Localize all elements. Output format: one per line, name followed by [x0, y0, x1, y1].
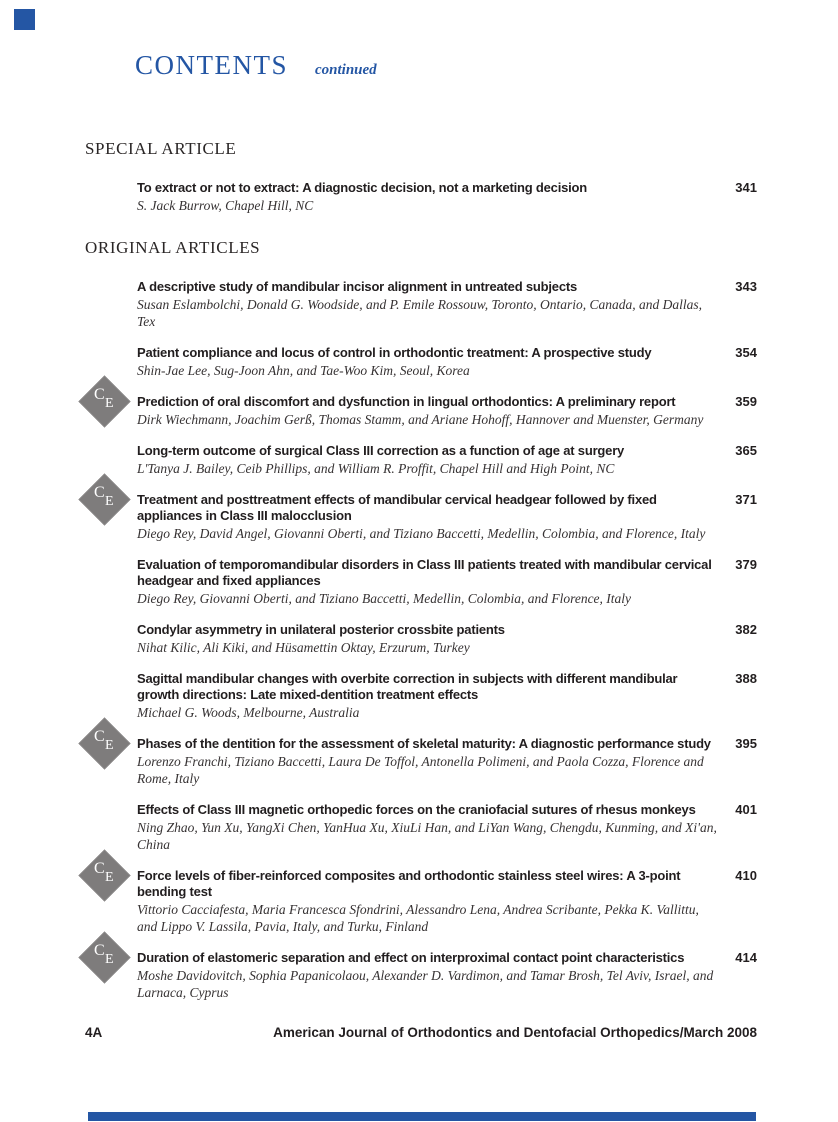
article-page-number: 343: [735, 279, 757, 294]
article-title-link[interactable]: Duration of elastomeric separation and effect on interproximal contact point characteristics: [137, 950, 685, 965]
article-authors: Michael G. Woods, Melbourne, Australia: [137, 705, 360, 720]
article-authors: Diego Rey, David Angel, Giovanni Oberti, and Tiziano Baccetti, Medellin, Colombia, and Florence, Italy: [137, 526, 706, 541]
article-page-number: 354: [735, 345, 757, 360]
page-subtitle: continued: [315, 62, 377, 78]
article-page-number: 365: [735, 443, 757, 458]
article-title-link[interactable]: Long-term outcome of surgical Class III correction as a function of age at surgery: [137, 443, 625, 458]
toc-entry: [94, 942, 757, 1001]
toc-entry: [137, 802, 757, 853]
article-authors: Ning Zhao, Yun Xu, YangXi Chen, YanHua Xu, XiuLi Han, and LiYan Wang, Chengdu, Kunming, and Xi'an, China: [137, 820, 717, 852]
toc-entry: [137, 443, 757, 477]
article-title-link[interactable]: Effects of Class III magnetic orthopedic forces on the craniofacial sutures of rhesus monkeys: [137, 802, 696, 817]
section-heading: ORIGINAL ARTICLES: [85, 238, 261, 257]
toc-entry: [137, 557, 757, 607]
footer-journal-line: American Journal of Orthodontics and Dentofacial Orthopedics/March 2008: [273, 1025, 757, 1040]
article-title-link[interactable]: Force levels of fiber-reinforced composites and orthodontic stainless steel wires: A 3-point bending test: [137, 868, 681, 899]
entry-main: [137, 868, 719, 935]
article-page-number: 414: [735, 950, 757, 965]
toc-sections: [0, 139, 838, 1001]
entry-main: [137, 802, 719, 853]
ce-credit-icon: C E: [78, 375, 130, 427]
entry-main: [137, 557, 719, 607]
entry-main: [137, 492, 719, 542]
article-title-link[interactable]: Phases of the dentition for the assessment of skeletal maturity: A diagnostic performance study: [137, 736, 711, 751]
entry-main: [137, 180, 719, 214]
toc-entry: [137, 279, 757, 330]
article-title-link[interactable]: Prediction of oral discomfort and dysfunction in lingual orthodontics: A preliminary report: [137, 394, 676, 409]
article-authors: Shin-Jae Lee, Sug-Joon Ahn, and Tae-Woo Kim, Seoul, Korea: [137, 363, 470, 378]
section-entries: [0, 279, 838, 1001]
article-title-link[interactable]: To extract or not to extract: A diagnostic decision, not a marketing decision: [137, 180, 588, 195]
ce-credit-icon: C E: [78, 931, 130, 983]
article-page-number: 401: [735, 802, 757, 817]
article-page-number: 388: [735, 671, 757, 686]
entry-main: [137, 622, 719, 656]
article-authors: Nihat Kilic, Ali Kiki, and Hüsamettin Oktay, Erzurum, Turkey: [137, 640, 470, 655]
article-page-number: 379: [735, 557, 757, 572]
entry-main: [137, 950, 719, 1001]
article-title-link[interactable]: Evaluation of temporomandibular disorders in Class III patients treated with mandibular cervical headgear and fixed appliances: [137, 557, 712, 588]
article-authors: Dirk Wiechmann, Joachim Gerß, Thomas Stamm, and Ariane Hohoff, Hannover and Muenster, Germany: [137, 412, 704, 427]
article-authors: Lorenzo Franchi, Tiziano Baccetti, Laura De Toffol, Antonella Polimeni, and Paola Cozza, Florence and Rome, Italy: [137, 754, 704, 786]
toc-entry: [94, 860, 757, 935]
article-title-link[interactable]: A descriptive study of mandibular incisor alignment in untreated subjects: [137, 279, 578, 294]
entry-main: [137, 736, 719, 787]
article-authors: Moshe Davidovitch, Sophia Papanicolaou, Alexander D. Vardimon, and Tamar Brosh, Tel Aviv, Israel, and Larnaca, Cyprus: [137, 968, 714, 1000]
article-authors: Diego Rey, Giovanni Oberti, and Tiziano Baccetti, Medellin, Colombia, and Florence, Italy: [137, 591, 632, 606]
toc-entry: [137, 345, 757, 379]
entry-main: [137, 345, 719, 379]
toc-entry: [137, 180, 757, 214]
bottom-rule-bar: [88, 1112, 756, 1121]
corner-tab-mark: [14, 9, 35, 30]
ce-credit-icon: C E: [78, 717, 130, 769]
article-title-link[interactable]: Condylar asymmetry in unilateral posterior crossbite patients: [137, 622, 505, 637]
toc-entry: [94, 728, 757, 787]
entry-main: [137, 394, 719, 428]
entry-main: [137, 671, 719, 721]
article-title-link[interactable]: Patient compliance and locus of control in orthodontic treatment: A prospective study: [137, 345, 652, 360]
article-page-number: 371: [735, 492, 757, 507]
entry-main: [137, 279, 719, 330]
toc-entry: [137, 622, 757, 656]
toc-entry: [94, 386, 757, 428]
toc-entry: [94, 484, 757, 542]
article-authors: Vittorio Cacciafesta, Maria Francesca Sfondrini, Alessandro Lena, Andrea Scribante, Pekka K. Vallittu, and Lippo V. Lassila, Pavia, Italy, and Turku, Finland: [137, 902, 699, 934]
article-page-number: 341: [735, 180, 757, 195]
article-authors: L'Tanya J. Bailey, Ceib Phillips, and William R. Proffit, Chapel Hill and High Point, NC: [137, 461, 615, 476]
section-heading: SPECIAL ARTICLE: [85, 139, 237, 158]
article-page-number: 359: [735, 394, 757, 409]
article-page-number: 410: [735, 868, 757, 883]
toc-section: [0, 139, 838, 214]
article-page-number: 395: [735, 736, 757, 751]
article-page-number: 382: [735, 622, 757, 637]
contents-header: [135, 0, 838, 81]
article-title-link[interactable]: Sagittal mandibular changes with overbite correction in subjects with different mandibular growth directions: Late mixed-dentition treatment effects: [137, 671, 678, 702]
article-authors: S. Jack Burrow, Chapel Hill, NC: [137, 198, 314, 213]
article-title-link[interactable]: Treatment and posttreatment effects of mandibular cervical headgear followed by fixed appliances in Class III malocclusion: [137, 492, 657, 523]
footer-page-label: 4A: [85, 1025, 103, 1040]
page-footer: [85, 1025, 757, 1040]
page-title: CONTENTS: [135, 50, 288, 80]
toc-section: [0, 238, 838, 1001]
entry-main: [137, 443, 719, 477]
toc-entry: [137, 671, 757, 721]
section-entries: [0, 180, 838, 214]
article-authors: Susan Eslambolchi, Donald G. Woodside, and P. Emile Rossouw, Toronto, Ontario, Canada, and Dallas, Tex: [137, 297, 703, 329]
ce-credit-icon: C E: [78, 849, 130, 901]
ce-credit-icon: C E: [78, 473, 130, 525]
